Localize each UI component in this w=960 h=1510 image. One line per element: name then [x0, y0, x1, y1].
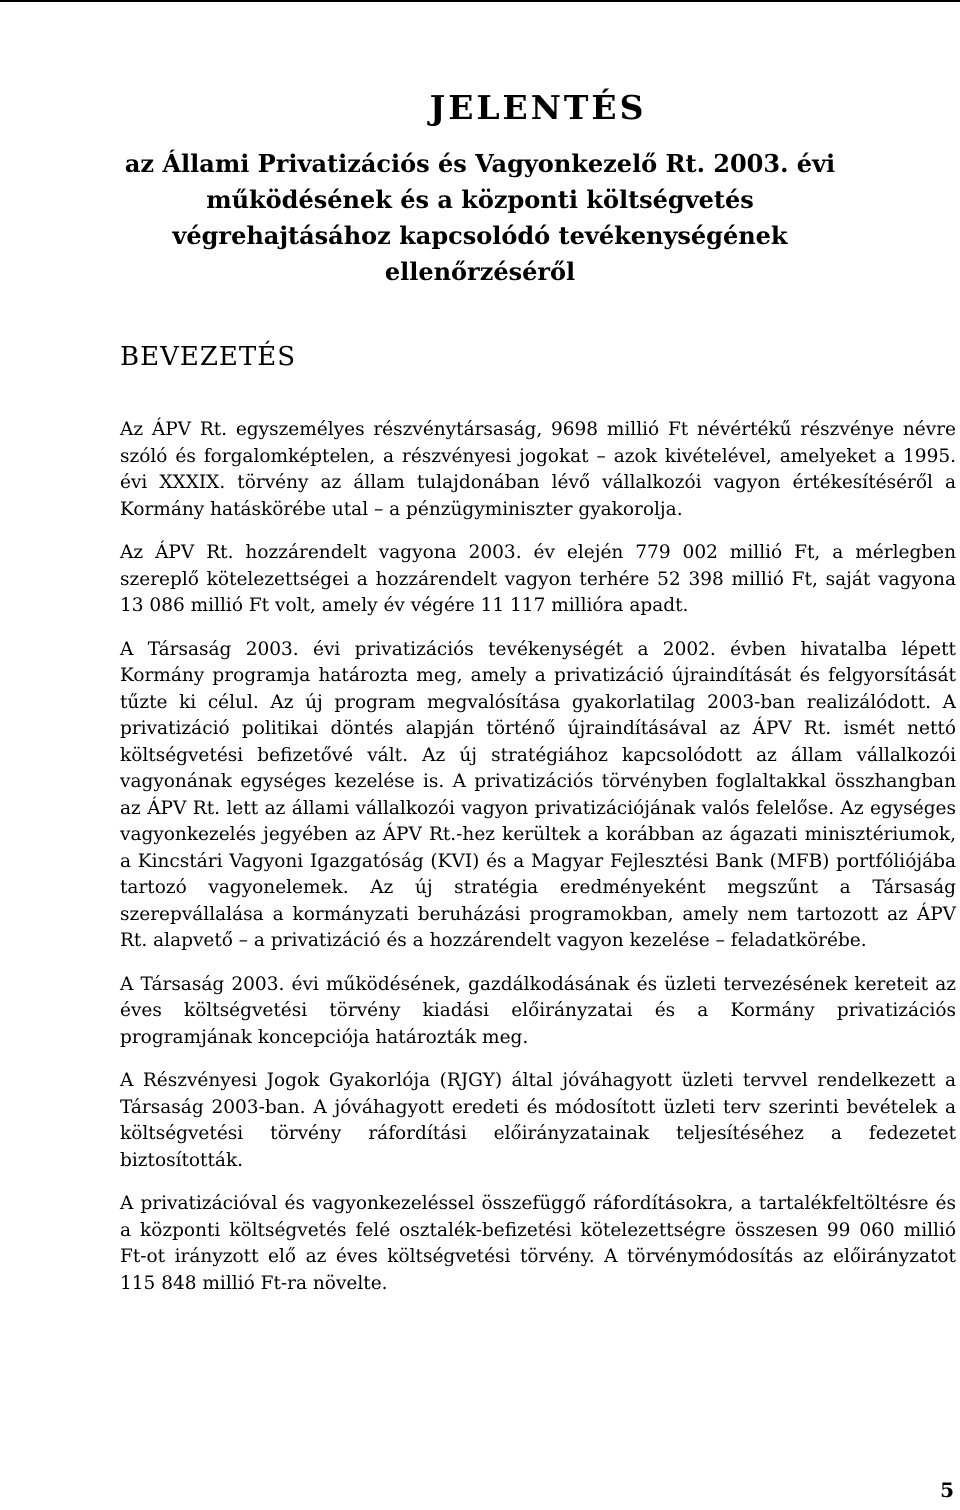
page-number: 5 — [940, 1478, 954, 1502]
paragraph-6: A privatizációval és vagyonkezeléssel összefüggő ráfordításokra, a tartalékfeltöltésre és a központi költségvetés felé osztalék-befizetési kötelezettségre összesen 99 060 millió Ft-ot irányzott elő az éves költségvetési törvény. A törvénymódosítás az előirányzatot 115 848 millió Ft-ra növelte. — [120, 1193, 956, 1294]
report-subtitle: az Állami Privatizációs és Vagyonkezelő Rt. 2003. évi működésének és a központi költségvetés végrehajtásához kapcsolódó tevékenységének ellenőrzéséről — [124, 149, 836, 286]
section-heading: BEVEZETÉS — [120, 342, 297, 372]
paragraph-4: A Társaság 2003. évi működésének, gazdálkodásának és üzleti tervezésének kereteit az éves költségvetési törvény kiadási előirányzatai és a Kormány privatizációs programjának koncepciója határozták meg. — [120, 973, 956, 1048]
paragraph-1: Az ÁPV Rt. egyszemélyes részvénytársaság, 9698 millió Ft névértékű részvénye névre szóló és forgalomképtelen, a részvényesi jogokat – azok kivételével, amelyeket a 1995. évi XXXIX. törvény az állam tulajdonában lévő vállalkozói vagyon értékesítéséről a Kormány hatáskörébe utal – a pénzügyminiszter gyakorolja. — [120, 419, 956, 520]
report-title: JELENTÉS — [429, 88, 647, 127]
body-text — [120, 417, 956, 1314]
paragraph-3: A Társaság 2003. évi privatizációs tevékenységét a 2002. évben hivatalba lépett Kormány programja határozta meg, amely a privatizáció újraindítását és felgyorsítását tűzte ki célul. Az új program megvalósítása gyakorlatilag 2003-ban realizálódott. A privatizáció politikai döntés alapján történő újraindításával az ÁPV Rt. ismét nettó költségvetési befizetővé vált. Az új stratégiához kapcsolódott az állam vállalkozói vagyonának egységes kezelése is. A privatizációs törvényben foglaltakkal összhangban az ÁPV Rt. lett az állami vállalkozói vagyon privatizációjának valós felelőse. Az egységes vagyonkezelés jegyében az ÁPV Rt.-hez kerültek a korábban az ágazati minisztériumok, a Kincstári Vagyoni Igazgatóság (KVI) és a Magyar Fejlesztési Bank (MFB) portfóliójába tartozó vagyonelemek. Az új stratégia eredményeként megszűnt a Társaság szerepvállalása a kormányzati beruházási programokban, amely nem tartozott az ÁPV Rt. alapvető – a privatizáció és a hozzárendelt vagyon kezelése – feladatkörébe. — [120, 638, 956, 951]
top-rule — [0, 0, 960, 2]
paragraph-2: Az ÁPV Rt. hozzárendelt vagyona 2003. év elején 779 002 millió Ft, a mérlegben szereplő kötelezettségei a hozzárendelt vagyon terhére 52 398 millió Ft, saját vagyona 13 086 millió Ft volt, amely év végére 11 117 millióra apadt. — [120, 542, 956, 616]
paragraph-5: A Részvényesi Jogok Gyakorlója (RJGY) által jóváhagyott üzleti tervvel rendelkezett a Társaság 2003-ban. A jóváhagyott eredeti és módosított üzleti terv szerinti bevételek a költségvetési törvény ráfordítási előirányzatainak teljesítéséhez a fedezetet biztosították. — [120, 1070, 956, 1171]
